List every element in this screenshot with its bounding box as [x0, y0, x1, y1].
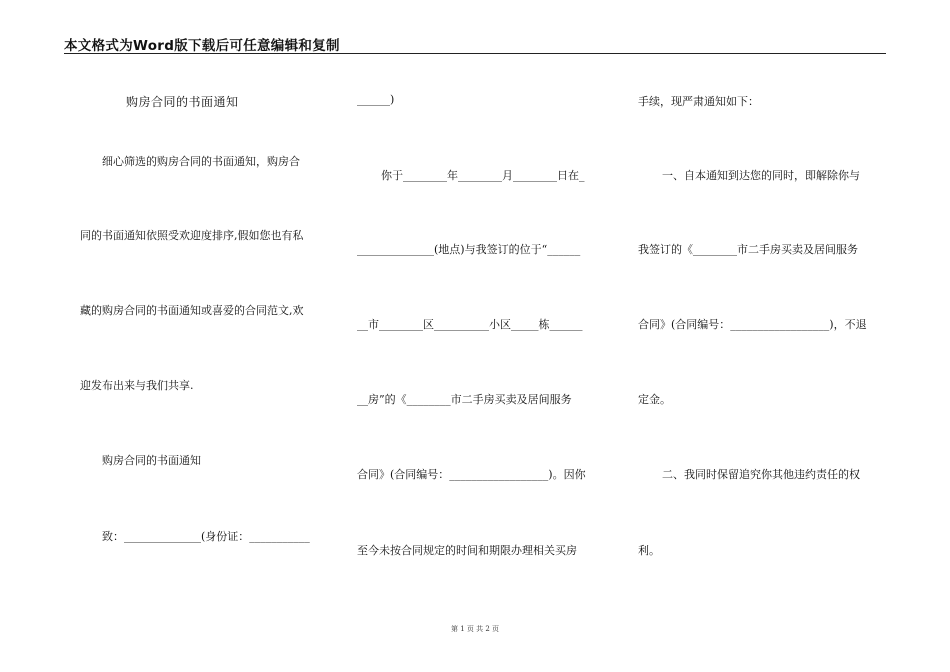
paragraph-line: 你于________年________月________日在_ [381, 169, 585, 182]
paragraph-line: 一、自本通知到达您的同时，即解除你与 [662, 169, 860, 182]
paragraph-line: 藏的购房合同的书面通知或喜爱的合同范文,欢 [80, 304, 304, 317]
paragraph-line: 致：______________(身份证：___________ [102, 530, 310, 543]
paragraph-line: ______) [357, 93, 395, 106]
paragraph-line: 细心筛选的购房合同的书面通知，购房合 [102, 155, 300, 168]
section-heading: 购房合同的书面通知 [102, 454, 201, 467]
page-number: 第 1 页 共 2 页 [450, 625, 500, 633]
paragraph-line: 合同》(合同编号：__________________)。因你 [357, 468, 586, 481]
paragraph-line: 定金。 [638, 393, 671, 406]
document-header: 本文格式为Word版下载后可任意编辑和复制 [64, 38, 340, 54]
paragraph-line: 手续，现严肃通知如下： [638, 95, 759, 108]
paragraph-line: 合同》(合同编号：__________________)，不退 [638, 318, 867, 331]
paragraph-line: 二、我同时保留追究你其他违约责任的权 [662, 468, 860, 481]
paragraph-line: 同的书面通知依照受欢迎度排序,假如您也有私 [80, 229, 304, 242]
paragraph-line: ______________(地点)与我签订的位于“______ [357, 243, 581, 256]
paragraph-line: 我签订的《________市二手房买卖及居间服务 [638, 243, 858, 256]
paragraph-line: 至今未按合同规定的时间和期限办理相关买房 [357, 544, 577, 557]
header-divider [64, 53, 886, 54]
paragraph-line: 迎发布出来与我们共享. [80, 379, 194, 392]
paragraph-line: __市________区__________小区_____栋______ [357, 318, 583, 331]
paragraph-line: 利。 [638, 544, 660, 557]
page-title: 购房合同的书面通知 [126, 95, 239, 109]
paragraph-line: __房”的《________市二手房买卖及居间服务 [357, 393, 572, 406]
